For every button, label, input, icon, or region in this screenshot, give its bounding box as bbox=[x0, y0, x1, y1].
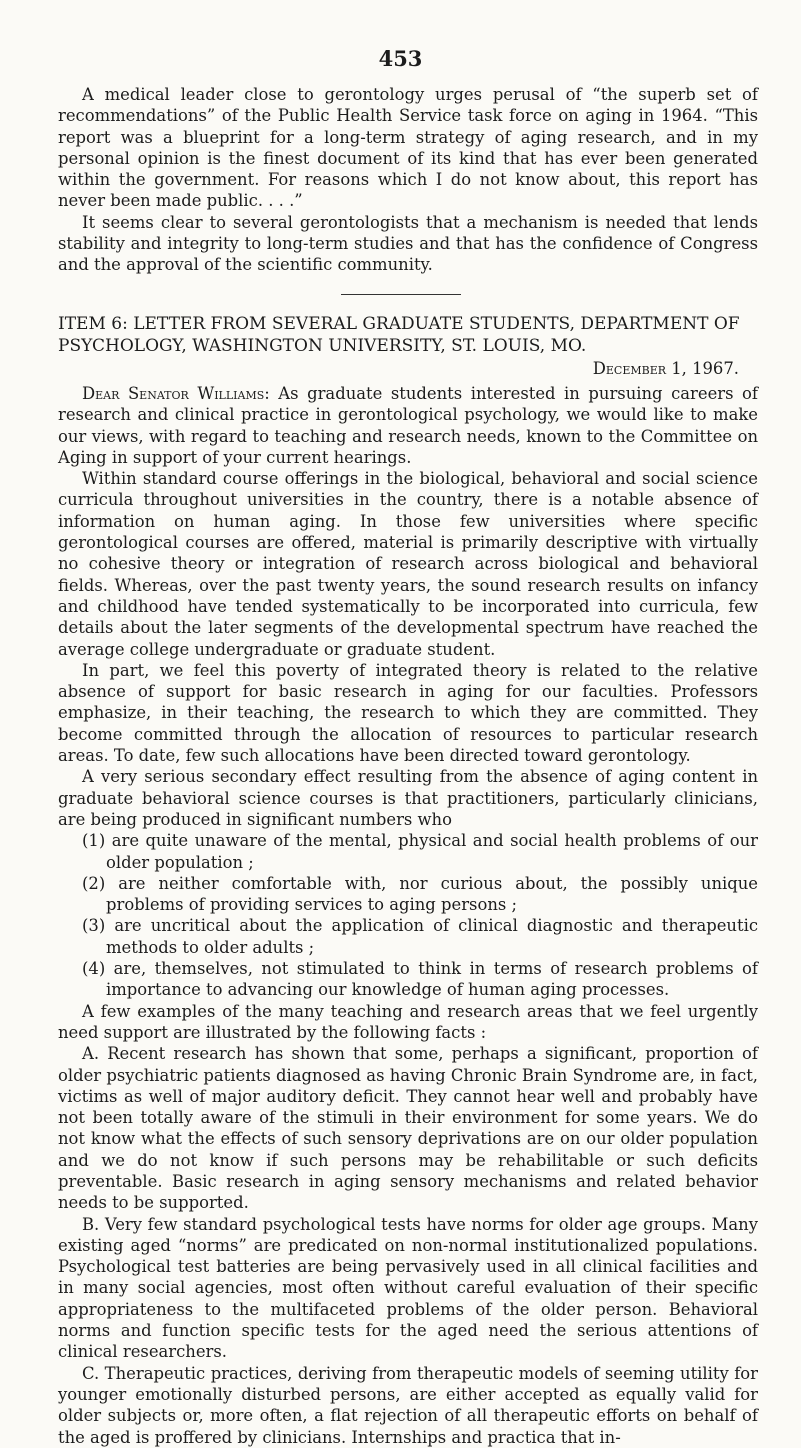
intro-paragraph-2: It seems clear to several gerontologists that a mechanism is needed that lends stability and integrity to long-term studies and that has the confidence of Congress and the approval of the scientific community. bbox=[58, 212, 758, 275]
intro-section bbox=[58, 84, 758, 276]
letter-paragraph-c: C. Therapeutic practices, deriving from therapeutic models of seeming utility for younger emotionally disturbed persons, are either accepted as equally valid for older subjects or, more often, a flat rejection of all therapeutic efforts on behalf of the aged is proffered by clinicians. Internships and practica that in- bbox=[58, 1363, 758, 1447]
list-item: (2) are neither comfortable with, nor curious about, the possibly unique problems of providing services to aging persons ; bbox=[82, 873, 758, 915]
letter-paragraph-b: B. Very few standard psychological tests have norms for older age groups. Many existing aged “norms” are predicated on non-normal institutionalized populations. Psychological test batteries are being pervasively used in all clinical facilities and in many social agencies, most often without careful evaluation of their specific appropriateness to the multifaceted problems of the older person. Behavioral norms and function specific tests for the aged need the serious attentions of clinical researchers. bbox=[58, 1214, 758, 1362]
list-item: (3) are uncritical about the application of clinical diagnostic and therapeutic methods to older adults ; bbox=[82, 916, 758, 957]
letter-paragraph-1-text: As graduate students interested in pursuing careers of research and clinical practice in gerontological psychology, we would like to make our views, with regard to teaching and research needs, known to the Committee on Aging in support of your current hearings. bbox=[58, 384, 758, 467]
list-item: (4) are, themselves, not stimulated to think in terms of research problems of importance to advancing our knowledge of human aging processes. bbox=[82, 959, 758, 1000]
letter-paragraph-5: A few examples of the many teaching and research areas that we feel urgently need support are illustrated by the following facts : bbox=[58, 1001, 758, 1042]
letter-paragraph-4: A very serious secondary effect resulting from the absence of aging content in graduate behavioral science courses is that practitioners, particularly clinicians, are being produced in significant numbers who bbox=[58, 767, 758, 829]
item-heading: ITEM 6: LETTER FROM SEVERAL GRADUATE STUDENTS, DEPARTMENT OF PSYCHOLOGY, WASHINGTON UNIVERSITY, ST. LOUIS, MO. bbox=[58, 314, 740, 356]
list-item: (1) are quite unaware of the mental, physical and social health problems of our older population ; bbox=[82, 831, 758, 872]
letter-paragraph-a: A. Recent research has shown that some, perhaps a significant, proportion of older psychiatric patients diagnosed as having Chronic Brain Syndrome are, in fact, victims as well of major auditory deficit. They cannot hear well and probably have not been totally aware of the stimuli in their environment for some years. We do not know what the effects of such sensory deprivations are on our older population and we do not know if such persons may be rehabilitable or such deficits preventable. Basic research in aging sensory mechanisms and related behavior needs to be supported. bbox=[58, 1044, 758, 1213]
letter-paragraph-3: In part, we feel this poverty of integrated theory is related to the relative absence of support for basic research in aging for our faculties. Professors emphasize, in their teaching, the research to which they are committed. They become committed through the allocation of resources to particular research areas. To date, few such allocations have been directed toward gerontology. bbox=[58, 660, 758, 766]
letter-paragraph-1 bbox=[58, 383, 758, 468]
section-divider bbox=[341, 294, 461, 295]
intro-paragraph-1: A medical leader close to gerontology urges perusal of “the superb set of recommendations” of the Public Health Service task force on aging in 1964. “This report was a blueprint for a long-term strategy of aging research, and in my personal opinion is the finest document of its kind that has ever been generated within the government. For reasons which I do not know about, this report has never been made public. . . .” bbox=[58, 85, 758, 211]
salutation: Dear Senator Williams: bbox=[82, 384, 270, 403]
letter-date: December 1, 1967. bbox=[592, 359, 739, 378]
page-number: 453 bbox=[378, 46, 423, 71]
letter-paragraph-2: Within standard course offerings in the biological, behavioral and social science curricula throughout universities in the country, there is a notable absence of information on human aging. In those few universities where specific gerontological courses are offered, material is primarily descriptive with virtually no cohesive theory or integration of research across biological and behavioral fields. Whereas, over the past twenty years, the sound research results on infancy and childhood have tended systematically to be incorporated into curricula, few details about the later segments of the developmental spectrum have reached the average college undergraduate or graduate student. bbox=[58, 469, 758, 659]
letter-body bbox=[58, 383, 758, 1448]
